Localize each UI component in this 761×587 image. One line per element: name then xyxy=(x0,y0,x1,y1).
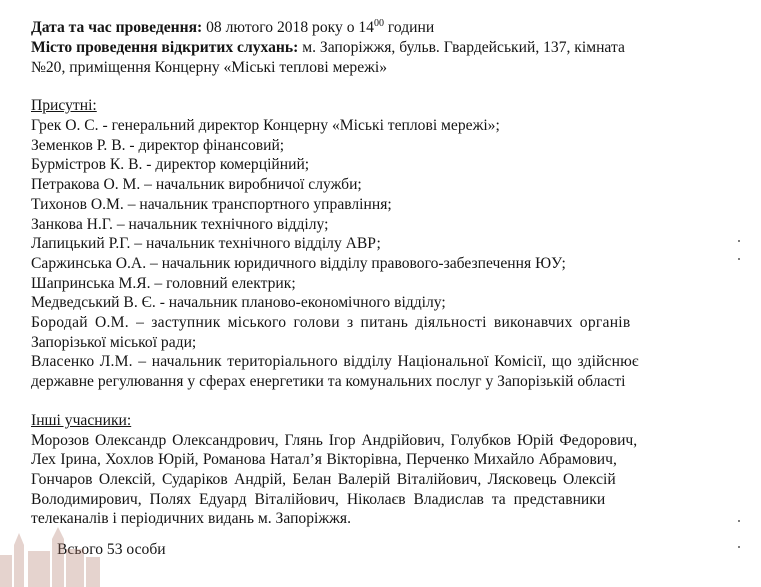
date-suffix: години xyxy=(383,19,435,37)
present-item: Занкова Н.Г. – начальник технічного відділу; xyxy=(31,215,329,233)
present-item: Бурмістров К. В. - директор комерційний; xyxy=(31,156,310,174)
date-line xyxy=(31,14,741,38)
present-item: Шапринська М.Я. – головний електрик; xyxy=(31,274,296,292)
time-sup: 00 xyxy=(373,18,384,29)
scan-speck xyxy=(738,240,740,242)
present-item: Власенко Л.М. – начальник територіального відділу Національної Комісії, що здійснює xyxy=(31,353,639,371)
document-body xyxy=(31,14,741,529)
present-heading: Присутні: xyxy=(31,97,97,115)
scan-speck xyxy=(738,520,740,522)
present-item: Грек О. С. - генеральний директор Концерну «Міські теплові мережі»; xyxy=(31,117,500,134)
present-item: Петракова О. М. – начальник виробничої служби; xyxy=(31,176,362,194)
others-item: телеканалів і періодичних видань м. Запоріжжя. xyxy=(31,510,351,528)
present-item: Лапицький Р.Г. – начальник технічного відділу АВР; xyxy=(31,235,381,253)
scan-speck xyxy=(738,258,740,260)
others-heading: Інші учасники: xyxy=(31,411,132,429)
present-item: державне регулювання у сферах енергетики та комунальних послуг у Запорізькій області xyxy=(31,373,626,391)
city-line xyxy=(31,38,741,58)
date-value: 08 лютого 2018 року о 14 xyxy=(202,19,374,37)
scan-speck xyxy=(738,546,740,548)
present-item: Земенков Р. В. - директор фінансовий; xyxy=(31,136,285,154)
date-label: Дата та час проведення: xyxy=(31,19,203,37)
present-item: Бородай О.М. – заступник міського голови з питань діяльності виконавчих органів xyxy=(31,314,631,332)
others-item: Гончаров Олексій, Сударіков Андрій, Белан Валерій Віталійович, Лясковець Олексій xyxy=(31,470,616,488)
present-item: Саржинська О.А. – начальник юридичного відділу правового-забезпечення ЮУ; xyxy=(31,254,566,272)
city-label: Місто проведення відкритих слухань: xyxy=(31,38,299,56)
city-skyline-watermark xyxy=(0,525,270,587)
present-item: Запорізької міської ради; xyxy=(31,333,197,351)
others-item: Володимирович, Полях Едуард Віталійович, Ніколаєв Владислав та представники xyxy=(31,490,606,508)
others-item: Лех Ірина, Хохлов Юрій, Романова Натал’я Вікторівна, Перченко Михайло Абрамович, xyxy=(31,451,617,469)
city-line-2: №20, приміщення Концерну «Міські теплові мережі» xyxy=(31,58,388,76)
present-item: Медведський В. Є. - начальник планово-економічного відділу; xyxy=(31,294,446,312)
others-item: Морозов Олександр Олександрович, Глянь Ігор Андрійович, Голубков Юрій Федорович, xyxy=(31,431,638,449)
present-item: Тихонов О.М. – начальник транспортного управління; xyxy=(31,195,392,213)
total-count: Всього 53 особи xyxy=(57,541,166,558)
city-value-1: м. Запоріжжя, бульв. Гвардейський, 137, кімната xyxy=(298,38,625,56)
